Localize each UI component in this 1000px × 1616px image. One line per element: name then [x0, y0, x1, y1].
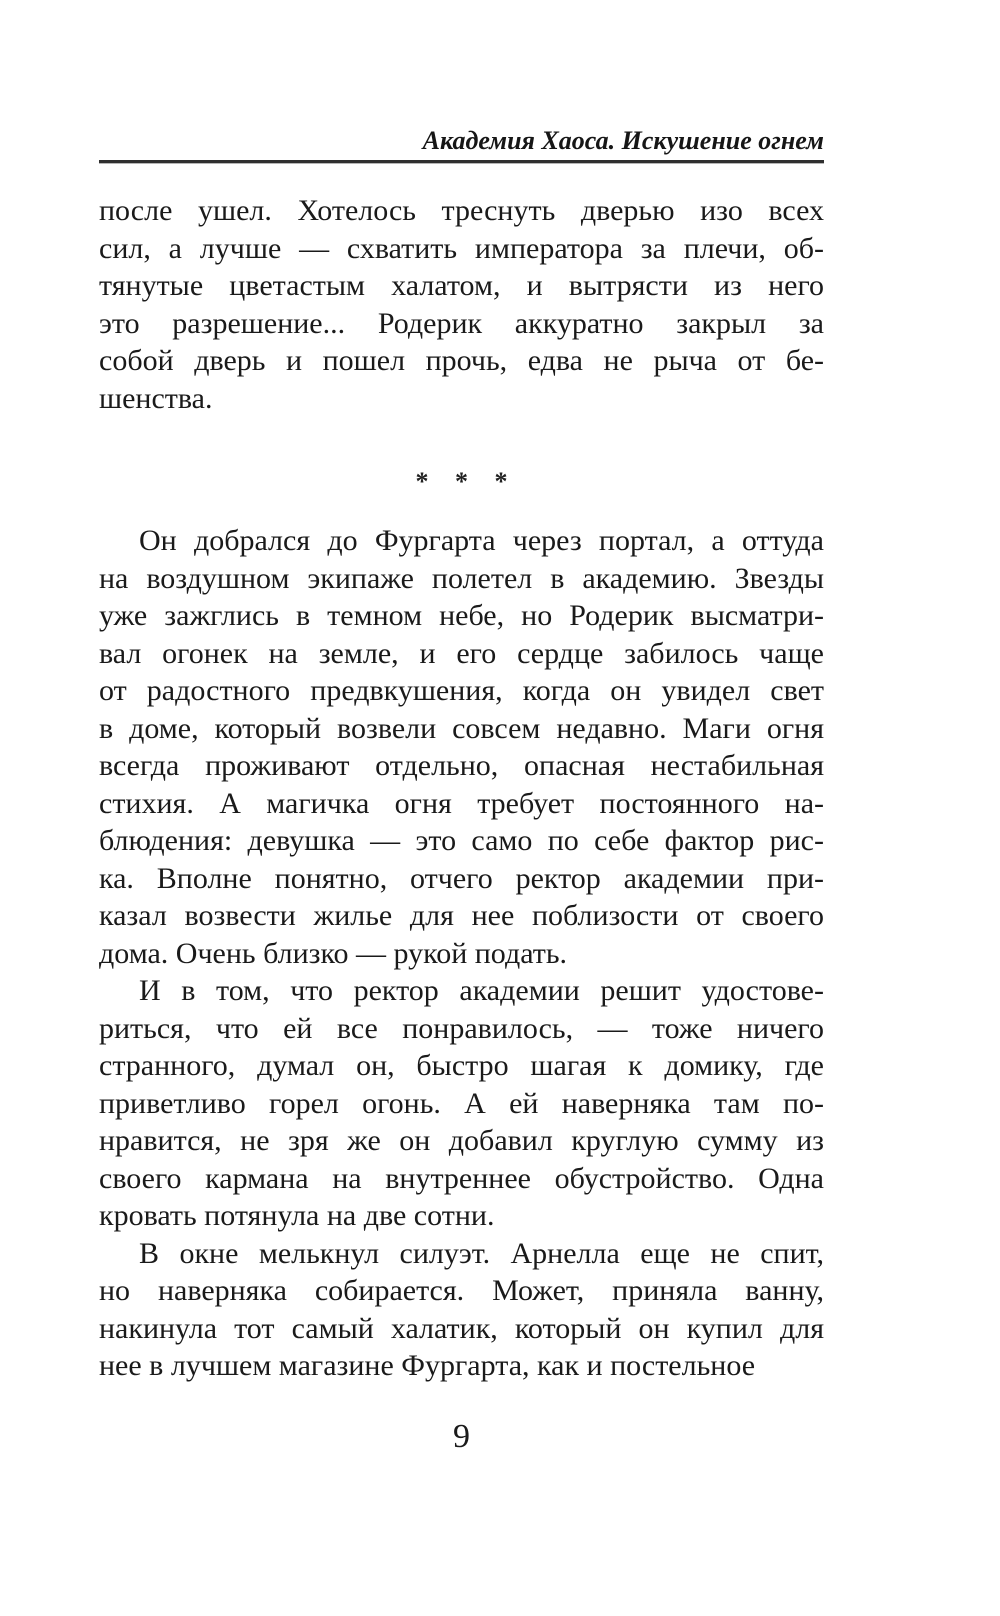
- text-line: после ушел. Хотелось треснуть дверью изо всех: [99, 194, 824, 227]
- header-rule: [99, 160, 824, 163]
- running-header: [99, 126, 824, 163]
- text-line: ка. Вполне понятно, отчего ректор академии при-: [99, 861, 824, 895]
- text-line: в доме, который возвели совсем недавно. Маги огня: [99, 711, 824, 745]
- text-line: казал возвести жилье для нее поблизости от своего: [99, 899, 824, 932]
- text-line: своего кармана на внутреннее обустройство. Одна: [99, 1161, 824, 1195]
- text-line: странного, думал он, быстро шагая к домику, где: [99, 1049, 824, 1082]
- paragraph-1: [99, 192, 824, 417]
- text-line: нравится, не зря же он добавил круглую сумму из: [99, 1124, 824, 1157]
- text-line: уже зажглись в темном небе, но Родерик высматри-: [99, 599, 824, 632]
- running-header-title: Академия Хаоса. Искушение огнем: [422, 126, 824, 155]
- paragraph-3: [99, 972, 824, 1235]
- text-line: сил, а лучше — схватить императора за плечи, об-: [99, 231, 824, 265]
- text-line: шенства.: [99, 381, 213, 415]
- text-line: кровать потянула на две сотни.: [99, 1199, 495, 1232]
- text-line: приветливо горел огонь. А ей наверняка там по-: [99, 1086, 824, 1120]
- text-line: И в том, что ректор академии решит удостове-: [139, 974, 824, 1007]
- body-text: [99, 192, 824, 1459]
- text-line: Он добрался до Фургарта через портал, а оттуда: [139, 524, 824, 557]
- text-line: от радостного предвкушения, когда он увидел свет: [99, 674, 824, 707]
- section-separator: * * *: [415, 467, 508, 496]
- text-line: накинула тот самый халатик, который он купил для: [99, 1311, 824, 1345]
- text-column: [99, 126, 824, 1459]
- paragraph-4: [99, 1235, 824, 1385]
- text-line: собой дверь и пошел прочь, едва не рыча от бе-: [99, 344, 824, 377]
- page-number: 9: [453, 1417, 470, 1455]
- text-line: дома. Очень близко — рукой подать.: [99, 936, 568, 970]
- paragraph-2: [99, 522, 824, 972]
- text-line: тянутые цветастым халатом, и вытрясти из него: [99, 269, 824, 302]
- text-line: риться, что ей все понравилось, — тоже ничего: [99, 1011, 824, 1045]
- text-line: но наверняка собирается. Может, приняла ванну,: [99, 1274, 824, 1307]
- text-line: стихия. А магичка огня требует постоянного на-: [99, 786, 824, 820]
- text-line: на воздушном экипаже полетел в академию. Звезды: [99, 561, 824, 595]
- text-line: вал огонек на земле, и его сердце забилось чаще: [99, 636, 824, 670]
- text-line: блюдения: девушка — это само по себе фактор рис-: [99, 824, 824, 857]
- text-line: нее в лучшем магазине Фургарта, как и постельное: [99, 1349, 756, 1382]
- text-line: это разрешение... Родерик аккуратно закрыл за: [99, 306, 824, 340]
- text-line: всегда проживают отдельно, опасная нестабильная: [99, 749, 824, 782]
- text-line: В окне мелькнул силуэт. Арнелла еще не спит,: [139, 1236, 824, 1270]
